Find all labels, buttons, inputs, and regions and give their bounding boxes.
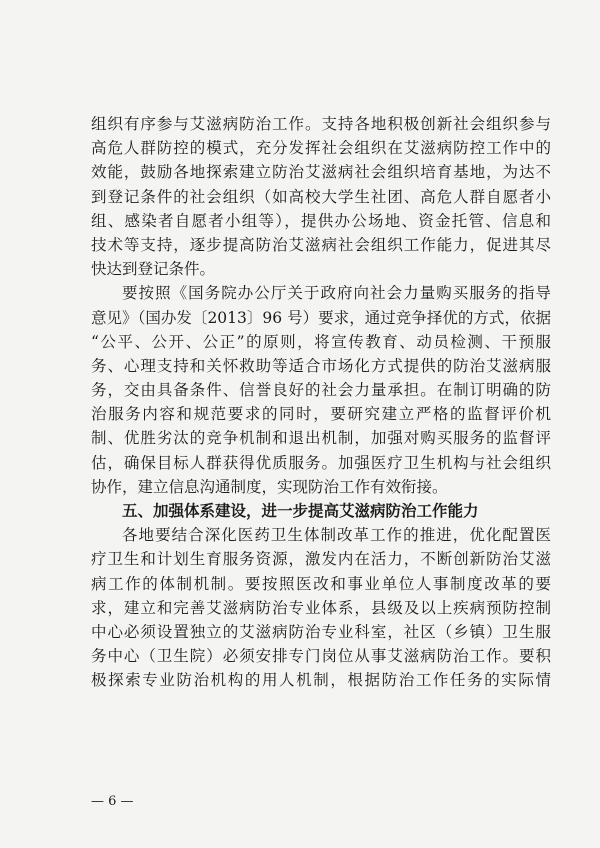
body-text	[91, 112, 551, 693]
text-line: 效能，鼓励各地探索建立防治艾滋病社会组织培育基地，为达不	[91, 163, 551, 182]
section-heading: 五、加强体系建设，进一步提高艾滋病防治工作能力	[122, 502, 479, 520]
text-line: 务，交由具备条件、信誉良好的社会力量承担。在制订明确的防	[91, 381, 551, 400]
text-line: 疗卫生和计划生育服务资源，激发内在活力，不断创新防治艾滋	[91, 550, 551, 569]
text-line: 高危人群防控的模式，充分发挥社会组织在艾滋病防控工作中的	[91, 139, 551, 158]
text-line: 快达到登记条件。	[91, 260, 216, 279]
text-line: 技术等支持，逐步提高防治艾滋病社会组织工作能力，促进其尽	[91, 235, 551, 254]
text-line: 治服务内容和规范要求的同时，要研究建立严格的监督评价机	[91, 405, 551, 424]
text-line: 组、感染者自愿者小组等），提供办公场地、资金托管、信息和	[91, 211, 551, 230]
page-number: — 6 —	[91, 794, 134, 809]
text-line: “公平、公开、公正”的原则，将宣传教育、动员检测、干预服	[91, 332, 551, 351]
text-line: 求，建立和完善艾滋病防治专业体系，县级及以上疾病预防控制	[91, 598, 551, 617]
text-line: 组织有序参与艾滋病防治工作。支持各地积极创新社会组织参与	[91, 115, 551, 133]
text-line: 要按照《国务院办公厅关于政府向社会力量购买服务的指导	[122, 284, 551, 303]
text-line: 病工作的体制机制。要按照医改和事业单位人事制度改革的要	[91, 574, 551, 593]
text-line: 极探索专业防治机构的用人机制，根据防治工作任务的实际情	[91, 671, 551, 690]
text-line: 到登记条件的社会组织（如高校大学生社团、高危人群自愿者小	[91, 187, 551, 206]
text-line: 估，确保目标人群获得优质服务。加强医疗卫生机构与社会组织	[91, 453, 551, 472]
text-line: 各地要结合深化医药卫生体制改革工作的推进，优化配置医	[122, 526, 551, 545]
text-line: 务中心（卫生院）必须安排专门岗位从事艾滋病防治工作。要积	[91, 647, 551, 666]
text-line: 制、优胜劣汰的竞争机制和退出机制，加强对购买服务的监督评	[91, 429, 551, 448]
text-line: 务、心理支持和关怀救助等适合市场化方式提供的防治艾滋病服	[91, 356, 551, 375]
text-line: 中心必须设置独立的艾滋病防治专业科室，社区（乡镇）卫生服	[91, 622, 551, 641]
text-line: 协作，建立信息沟通制度，实现防治工作有效衔接。	[91, 477, 448, 496]
text-line: 意见》（国办发〔2013〕96 号）要求，通过竞争择优的方式，依据	[91, 308, 551, 327]
